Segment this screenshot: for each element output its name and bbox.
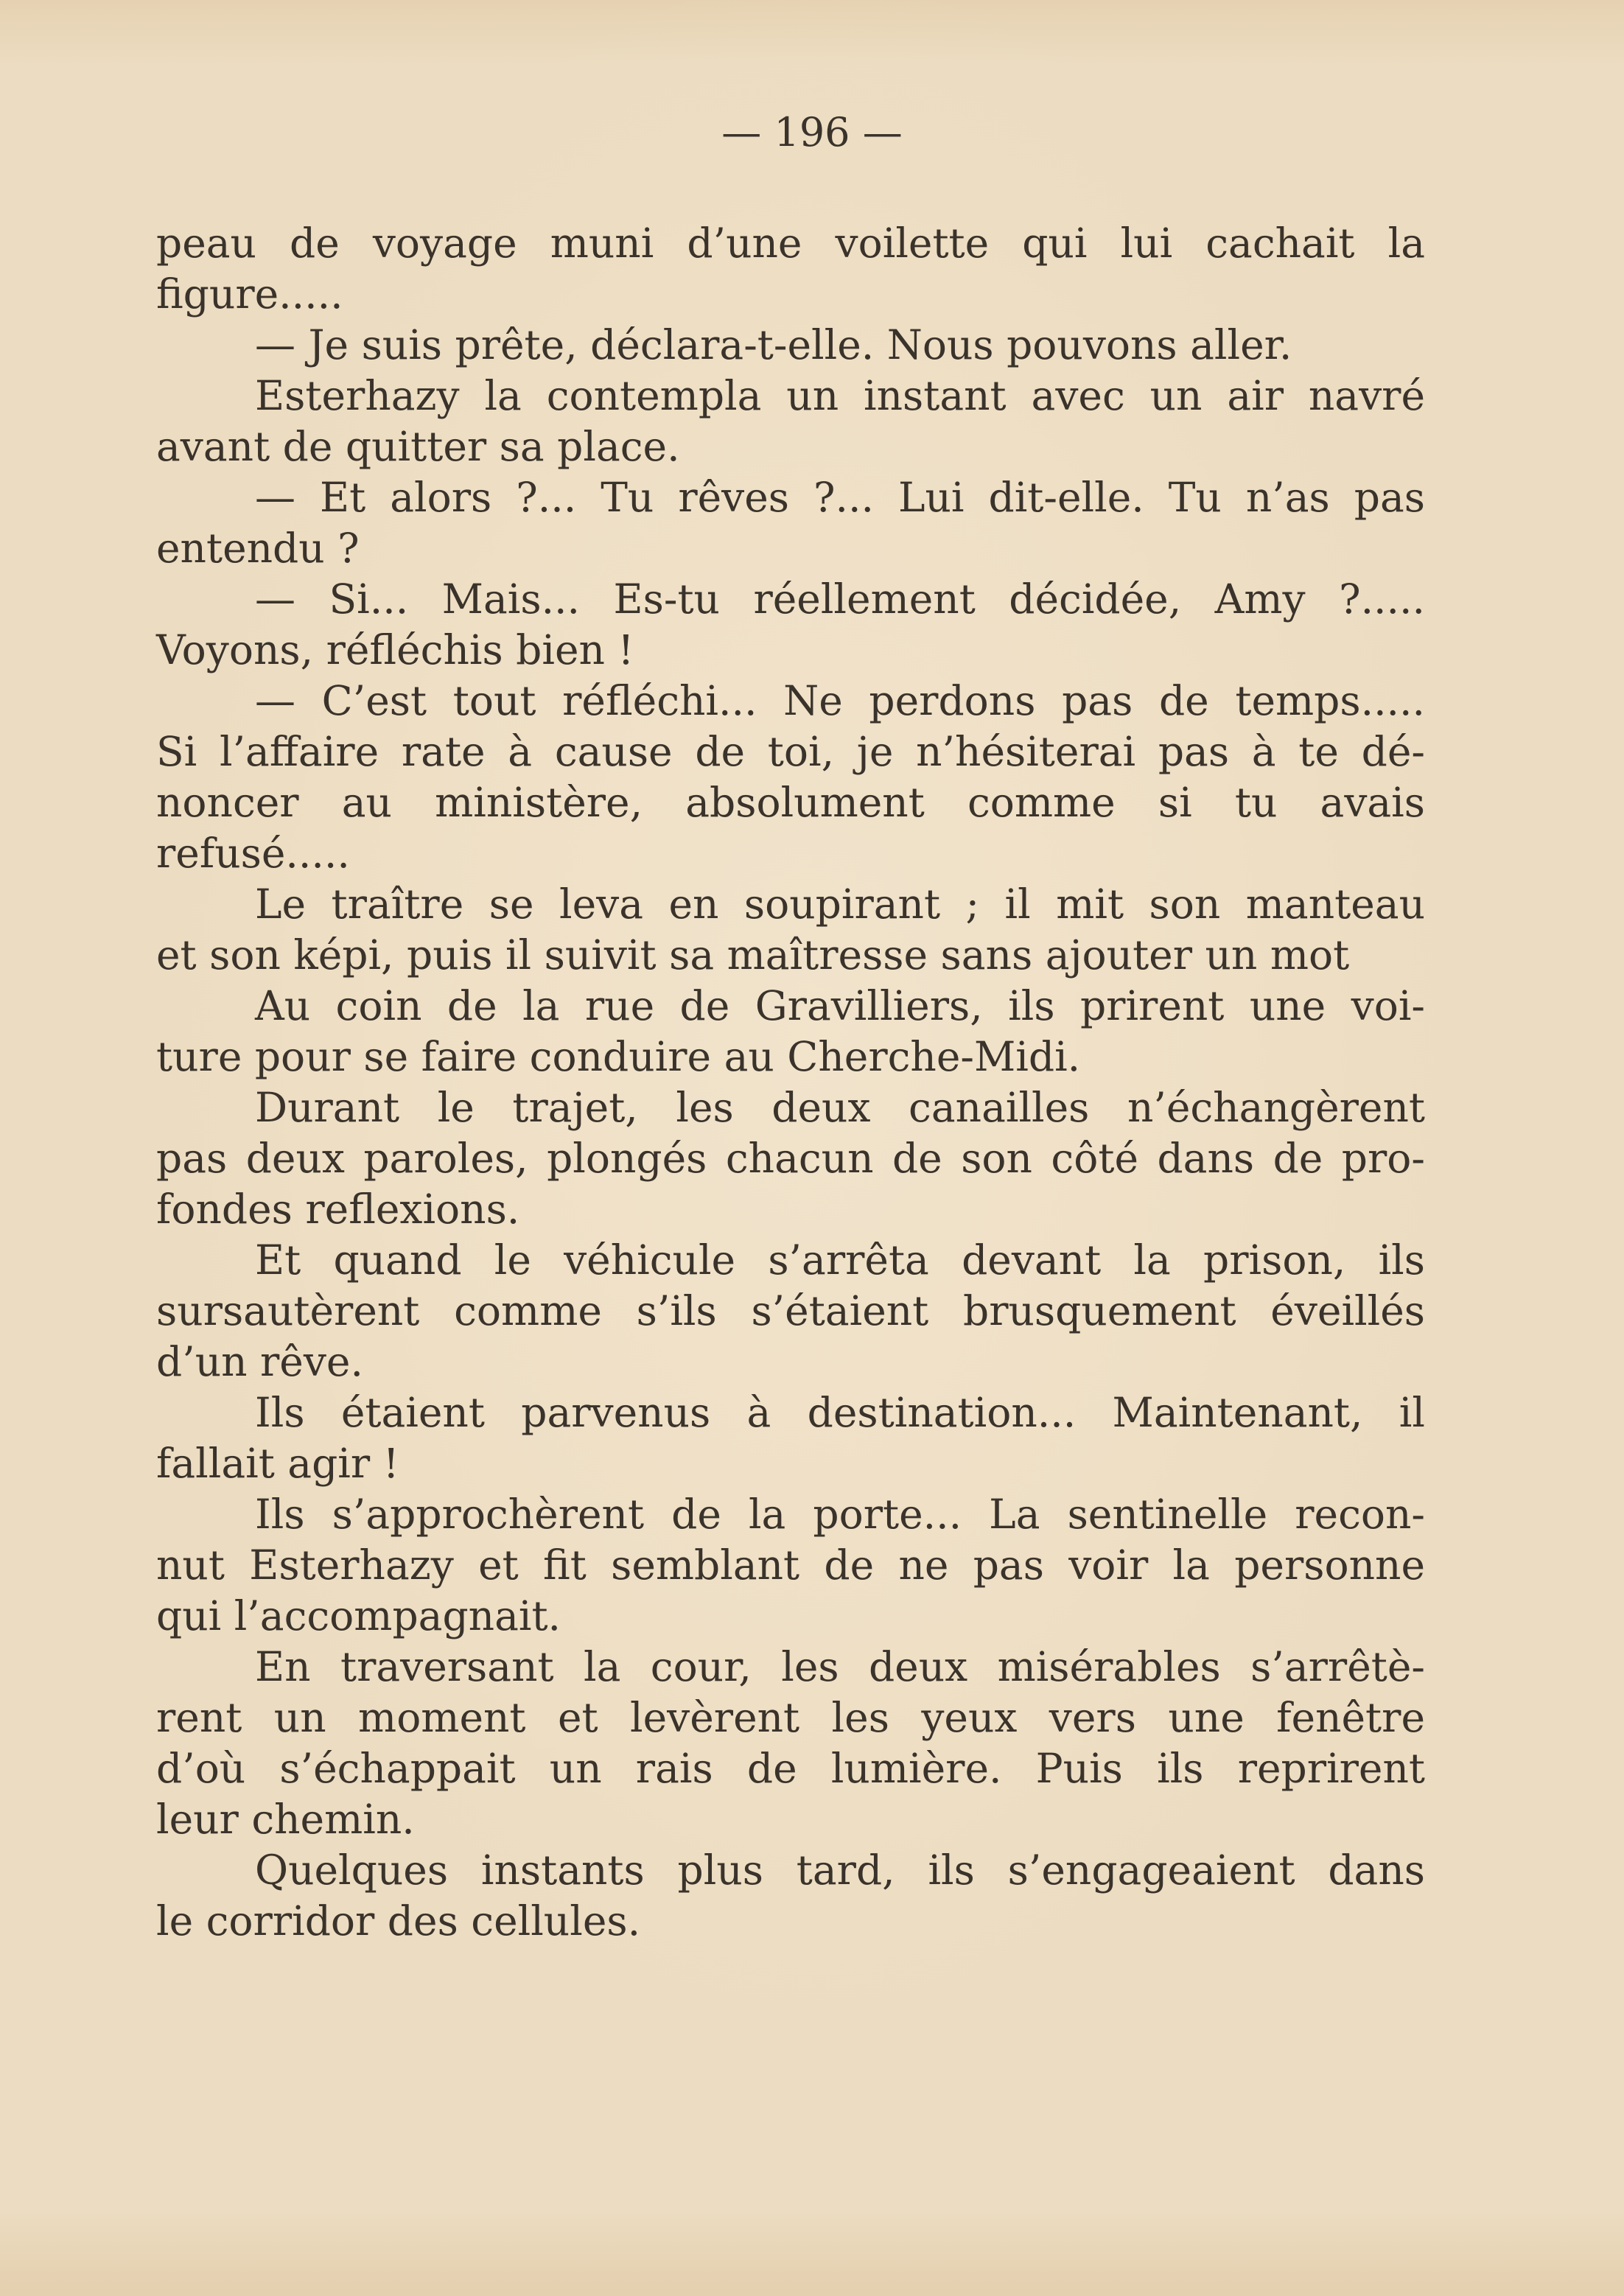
text-line: noncer au ministère, absolument comme si tu avais <box>156 779 1425 826</box>
text-line: fondes reflexions. <box>156 1186 520 1233</box>
text-line: Au coin de la rue de Gravilliers, ils prirent une voi- <box>255 982 1425 1029</box>
page-number: — 196 — <box>721 109 903 155</box>
text-line: pas deux paroles, plongés chacun de son côté dans de pro- <box>156 1135 1425 1182</box>
text-line: — Si... Mais... Es-tu réellement décidée, Amy ?..... <box>255 575 1425 623</box>
text-line: nut Esterhazy et fit semblant de ne pas voir la personne <box>156 1541 1425 1589</box>
text-line: qui l’accompagnait. <box>156 1592 561 1639</box>
text-line: — C’est tout réfléchi... Ne perdons pas de temps..... <box>255 677 1425 724</box>
text-line: d’où s’échappait un rais de lumière. Puis ils reprirent <box>156 1745 1425 1792</box>
body-text <box>156 218 1425 1947</box>
text-line: Voyons, réfléchis bien ! <box>156 626 634 673</box>
text-line: rent un moment et levèrent les yeux vers une fenêtre <box>156 1694 1425 1741</box>
text-line: Esterhazy la contempla un instant avec un air navré <box>255 372 1425 419</box>
text-line: refusé..... <box>156 830 350 877</box>
text-line: et son képi, puis il suivit sa maîtresse sans ajouter un mot <box>156 931 1350 979</box>
text-line: le corridor des cellules. <box>156 1897 641 1945</box>
text-line: ture pour se faire conduire au Cherche-Midi. <box>156 1033 1081 1080</box>
text-line: Et quand le véhicule s’arrêta devant la prison, ils <box>255 1236 1425 1284</box>
text-line: avant de quitter sa place. <box>156 423 680 470</box>
text-line: En traversant la cour, les deux misérables s’arrêtè- <box>255 1643 1425 1690</box>
text-line: peau de voyage muni d’une voilette qui lui cachait la <box>156 220 1425 267</box>
text-line: d’un rêve. <box>156 1338 363 1385</box>
text-line: leur chemin. <box>156 1796 415 1843</box>
text-line: Ils étaient parvenus à destination... Maintenant, il <box>255 1389 1425 1436</box>
text-line: Si l’affaire rate à cause de toi, je n’hésiterai pas à te dé- <box>156 728 1425 775</box>
text-line: Le traître se leva en soupirant ; il mit son manteau <box>255 881 1425 928</box>
text-line: fallait agir ! <box>156 1440 399 1487</box>
text-line: — Et alors ?... Tu rêves ?... Lui dit-elle. Tu n’as pas <box>255 474 1425 521</box>
text-line: — Je suis prête, déclara-t-elle. Nous pouvons aller. <box>255 321 1292 368</box>
text-line: Quelques instants plus tard, ils s’engageaient dans <box>255 1847 1425 1894</box>
text-line: entendu ? <box>156 525 360 572</box>
text-line: sursautèrent comme s’ils s’étaient brusquement éveillés <box>156 1287 1425 1334</box>
text-line: figure..... <box>156 270 343 318</box>
text-line: Durant le trajet, les deux canailles n’échangèrent <box>255 1084 1425 1131</box>
text-line: Ils s’approchèrent de la porte... La sentinelle recon- <box>255 1491 1425 1538</box>
